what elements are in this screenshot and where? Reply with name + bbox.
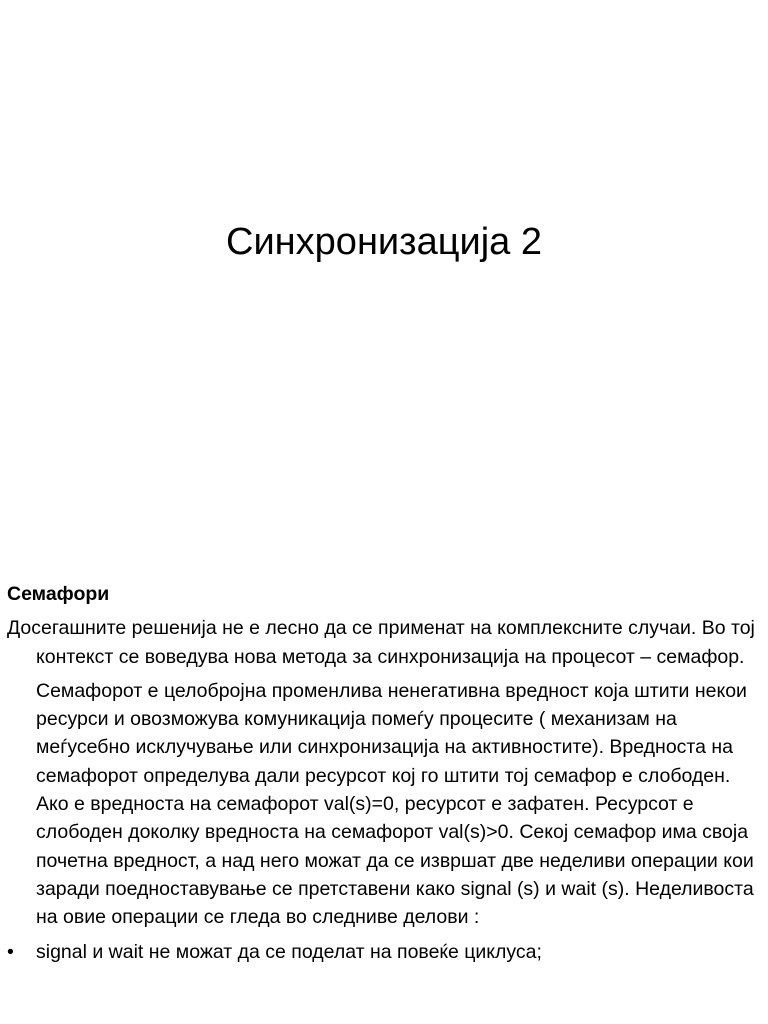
section-heading: Семафори <box>7 583 110 605</box>
bullet-marker-icon: • <box>7 940 14 963</box>
bullet-item <box>7 938 762 966</box>
slide-body <box>7 580 762 966</box>
bullet-text: signal и wait не можат да се поделат на повеќе циклуса; <box>36 940 542 963</box>
slide-title: Синхронизација 2 <box>226 221 542 263</box>
intro-paragraph: Досегашните решенија не е лесно да се применат на комплексните случаи. Во тој контекст се воведува нова метода за синхронизација на процесот – семафор. <box>7 617 755 668</box>
bullet-list <box>7 938 762 966</box>
definition-paragraph: Семафорот е целобројна променлива ненегативна вредност која штити некои ресурси и овозможува комуникација помеѓу процесите ( механизам на меѓусебно исклучување или синхронизација на активностите). Вредноста на семафорот определува дали ресурсот кој го штити тој семафор е слободен. Ако е вредноста на семафорот val(s)=0, ресурсот е зафатен. Ресурсот е слободен доколку вредноста на семафорот val(s)>0. Секој семафор има своја почетна вредност, а над него можат да се извршат две неделиви операции кои заради поедноставување се претставени како signal (s) и wait (s). Неделивоста на овие операции се гледа во следниве делови : <box>36 679 754 929</box>
